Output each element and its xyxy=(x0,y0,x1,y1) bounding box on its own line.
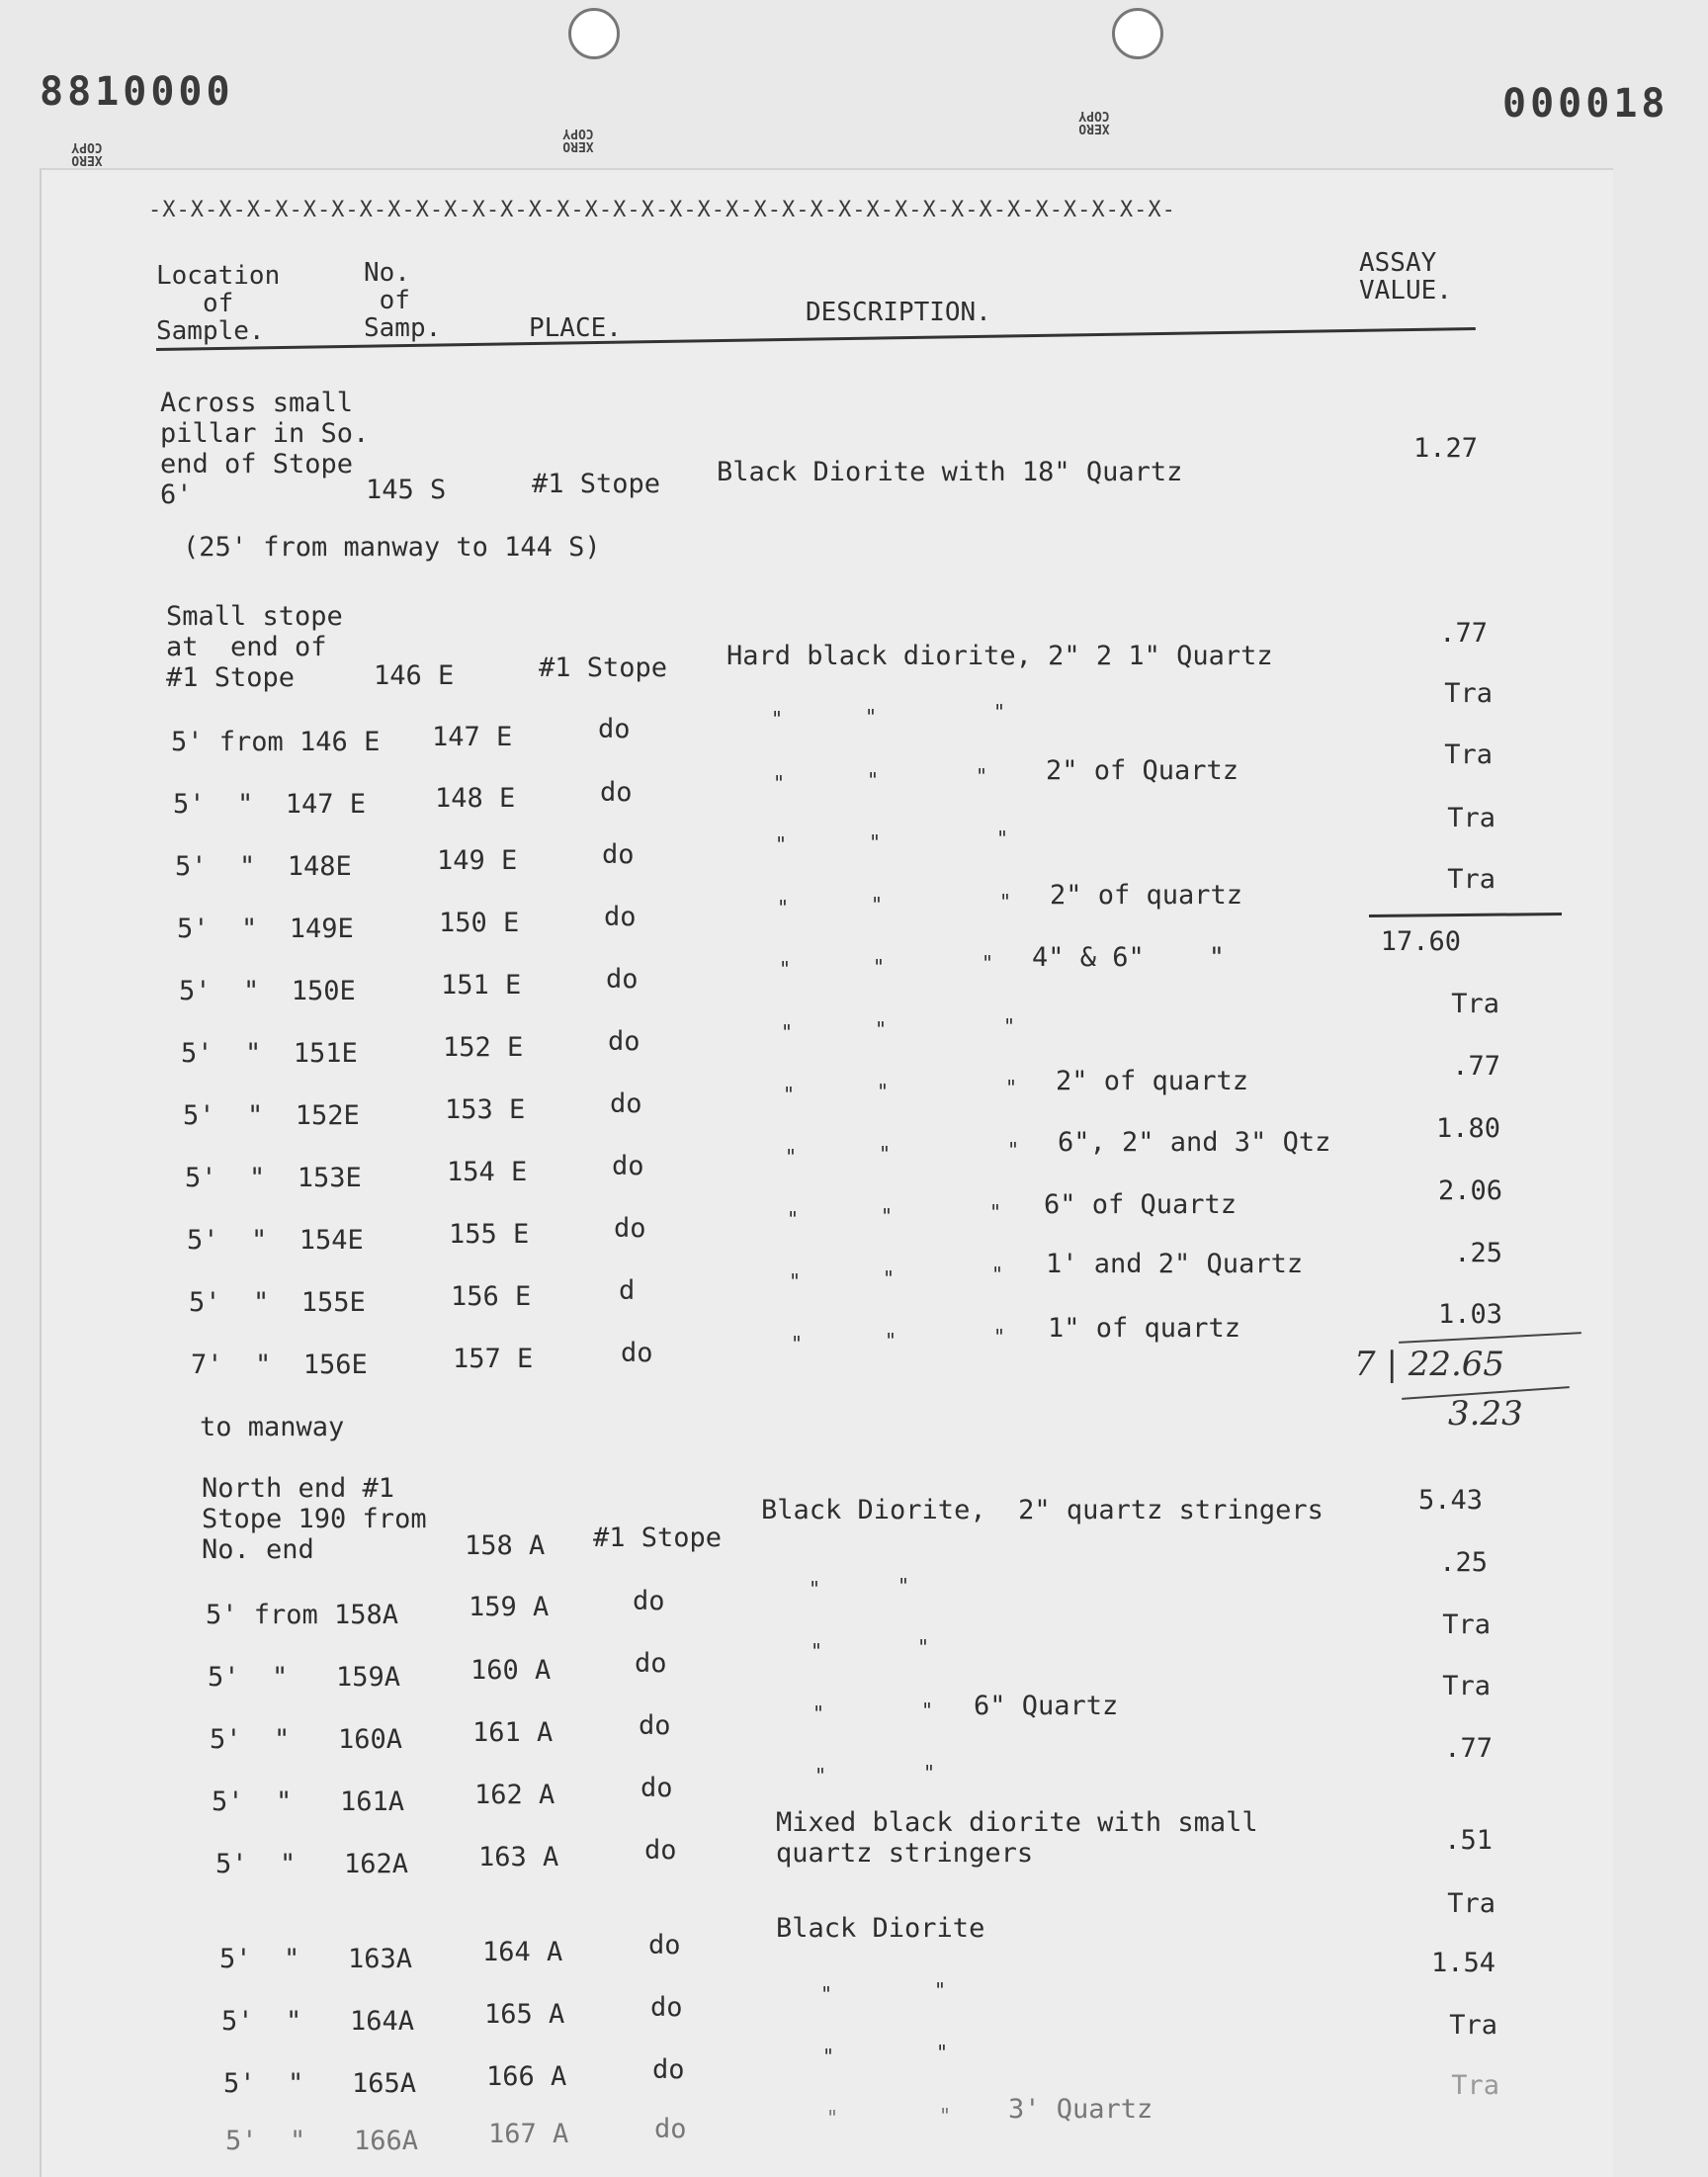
ditto-mark: " xyxy=(917,1635,930,1659)
sample-number: 151 E xyxy=(441,970,522,1001)
ditto-mark: " xyxy=(791,1332,804,1355)
sample-place: do xyxy=(598,714,631,744)
sample-description: 6" Quartz xyxy=(974,1691,1119,1721)
ditto-mark: " xyxy=(781,1020,794,1044)
sample-description: 6", 2" and 3" Qtz xyxy=(1058,1127,1331,1158)
sample-number: 163 A xyxy=(478,1842,559,1872)
sample-location: North end #1 Stope 190 from No. end xyxy=(202,1473,427,1565)
sample-location: 5' " 164A xyxy=(221,2006,415,2037)
sample-number: 155 E xyxy=(449,1219,530,1250)
ditto-mark: " xyxy=(881,1204,894,1228)
sample-place: do xyxy=(614,1213,646,1244)
sample-location: 5' " 153E xyxy=(185,1163,362,1193)
sample-number: 149 E xyxy=(437,845,518,876)
sample-number: 152 E xyxy=(443,1032,524,1063)
assay-value: Tra xyxy=(1447,1888,1495,1919)
ditto-mark: " xyxy=(982,951,994,975)
ditto-mark: " xyxy=(779,957,792,981)
ditto-mark: " xyxy=(885,1329,897,1352)
sample-description: 2" of quartz xyxy=(1056,1066,1249,1096)
sample-location: 5' " 150E xyxy=(179,976,356,1006)
handwritten-result: 3.23 xyxy=(1448,1394,1523,1434)
sample-place: do xyxy=(610,1088,642,1119)
sample-number: 145 S xyxy=(366,475,447,505)
sample-number: 165 A xyxy=(484,1999,565,2030)
ditto-mark: " xyxy=(822,2045,835,2068)
ditto-mark: " xyxy=(993,700,1006,724)
assay-value: .25 xyxy=(1439,1547,1488,1578)
column-header-number: No. of Samp. xyxy=(364,258,442,343)
assay-value: .25 xyxy=(1454,1238,1502,1268)
sample-location: 5' " 165A xyxy=(223,2068,417,2099)
ditto-mark: " xyxy=(1003,1014,1016,1038)
sample-description: 1" of quartz xyxy=(1048,1313,1241,1344)
ditto-mark: " xyxy=(873,955,886,979)
ditto-mark: " xyxy=(923,1761,936,1785)
sample-number: 162 A xyxy=(474,1780,555,1810)
ditto-mark: " xyxy=(869,830,882,854)
sample-location: 7' " 156E xyxy=(191,1350,368,1380)
ditto-mark: " xyxy=(783,1083,796,1106)
sample-number: 159 A xyxy=(469,1592,550,1622)
sample-place: d xyxy=(619,1275,636,1306)
assay-value: Tra xyxy=(1442,1671,1491,1701)
sample-number: 164 A xyxy=(482,1937,563,1967)
ditto-mark: " xyxy=(865,705,878,729)
ditto-mark: " xyxy=(773,771,786,795)
assay-value: .77 xyxy=(1439,618,1488,649)
sample-place: do xyxy=(608,1026,640,1057)
sample-description: 3' Quartz xyxy=(1008,2094,1153,2125)
sample-location: 5' " 148E xyxy=(175,851,352,882)
sample-description: 1' and 2" Quartz xyxy=(1046,1249,1304,1279)
ditto-mark: " xyxy=(934,1978,947,2002)
assay-value: 5.43 xyxy=(1417,1485,1483,1516)
column-header-place: PLACE. xyxy=(529,313,622,343)
sample-place: #1 Stope xyxy=(593,1523,723,1553)
assay-value: Tra xyxy=(1442,1610,1491,1640)
ditto-mark: " xyxy=(785,1145,798,1169)
sample-number: 146 E xyxy=(374,660,455,691)
assay-value: 1.54 xyxy=(1430,1948,1495,1978)
assay-value: Tra xyxy=(1444,740,1493,770)
ditto-mark: " xyxy=(789,1269,802,1293)
ditto-mark: " xyxy=(814,1764,827,1787)
ditto-mark: " xyxy=(921,1698,934,1722)
sample-number: 166 A xyxy=(486,2061,567,2092)
xerox-mark: XERO COPY xyxy=(562,126,594,153)
assay-value: .77 xyxy=(1452,1051,1500,1082)
handwritten-calculation: 7 | 22.65 xyxy=(1354,1345,1505,1384)
assay-value: Tra xyxy=(1449,2010,1497,2041)
sample-location: 5' " 160A xyxy=(210,1724,403,1755)
sample-location: Small stope at end of #1 Stope xyxy=(166,601,343,693)
ditto-mark: " xyxy=(989,1200,1002,1224)
ditto-mark: " xyxy=(787,1207,800,1231)
stamp-right: 000018 xyxy=(1502,81,1669,127)
assay-value: Tra xyxy=(1451,2070,1499,2101)
sample-description: 6" of Quartz xyxy=(1044,1189,1238,1220)
sample-description: Black Diorite xyxy=(776,1913,985,1944)
xerox-mark: XERO COPY xyxy=(71,139,103,167)
sample-place: #1 Stope xyxy=(532,469,661,499)
sample-description: 2" of Quartz xyxy=(1046,755,1239,786)
sample-location: 5' " 162A xyxy=(215,1849,409,1879)
assay-value: 2.06 xyxy=(1437,1176,1502,1206)
sample-location: 5' " 159A xyxy=(208,1662,401,1693)
sample-description: Mixed black diorite with small quartz stringers xyxy=(776,1807,1258,1869)
sample-number: 150 E xyxy=(439,908,520,938)
sample-place: do xyxy=(652,2054,685,2085)
section-trailer: to manway xyxy=(200,1412,345,1442)
punch-hole xyxy=(1112,8,1163,59)
column-header-description: DESCRIPTION. xyxy=(806,298,991,327)
ditto-mark: " xyxy=(771,707,784,731)
sample-place: do xyxy=(635,1648,667,1679)
sample-number: 157 E xyxy=(453,1344,534,1374)
sample-location: Across small pillar in So. end of Stope 6' xyxy=(160,388,370,510)
ditto-mark: " xyxy=(820,1982,833,2006)
ditto-mark: " xyxy=(877,1080,890,1103)
assay-value: Tra xyxy=(1444,678,1493,709)
assay-value: 1.27 xyxy=(1412,433,1478,464)
sample-location: 5' " 152E xyxy=(183,1100,360,1131)
column-header-location: Location of Sample. xyxy=(156,261,281,346)
sample-number: 148 E xyxy=(435,783,516,814)
assay-value: Tra xyxy=(1451,989,1499,1019)
ditto-mark: " xyxy=(811,1639,823,1663)
stamp-left: 8810000 xyxy=(40,69,234,115)
ditto-mark: " xyxy=(867,768,880,792)
sample-place: do xyxy=(621,1338,653,1368)
ditto-mark: " xyxy=(999,890,1012,914)
sample-number: 158 A xyxy=(465,1530,546,1561)
ditto-mark: " xyxy=(826,2106,839,2130)
sample-number: 167 A xyxy=(488,2119,569,2149)
sample-description: 4" & 6" " xyxy=(1032,942,1226,973)
ditto-mark: " xyxy=(875,1017,888,1041)
ditto-mark: " xyxy=(879,1142,892,1166)
sample-place: do xyxy=(648,1930,681,1960)
sample-description: Black Diorite, 2" quartz stringers xyxy=(761,1495,1324,1525)
sample-place: do xyxy=(602,839,635,870)
assay-value: 1.80 xyxy=(1435,1113,1500,1144)
sample-location: 5' " 166A xyxy=(225,2126,419,2156)
ditto-mark: " xyxy=(993,1325,1006,1349)
sample-location: 5' " 163A xyxy=(219,1944,413,1974)
sample-number: 147 E xyxy=(432,722,513,752)
sample-location: 5' " 161A xyxy=(212,1786,405,1817)
sample-place: do xyxy=(650,1992,683,2023)
assay-value: 17.60 xyxy=(1380,926,1461,957)
sample-location: 5' " 149E xyxy=(177,914,354,944)
ditto-mark: " xyxy=(897,1574,910,1598)
sample-location: 5' " 147 E xyxy=(173,789,367,820)
sample-number: 154 E xyxy=(447,1157,528,1187)
sample-description: Hard black diorite, 2" 2 1" Quartz xyxy=(726,641,1273,671)
ditto-mark: " xyxy=(883,1266,896,1290)
ditto-mark: " xyxy=(936,2041,949,2064)
sample-place: do xyxy=(600,777,633,808)
sample-description: Black Diorite with 18" Quartz xyxy=(717,457,1183,487)
ditto-mark: " xyxy=(812,1701,825,1725)
ditto-mark: " xyxy=(809,1577,821,1601)
sample-number: 156 E xyxy=(451,1281,532,1312)
ditto-mark: " xyxy=(775,832,788,856)
sample-location: 5' from 146 E xyxy=(171,727,381,757)
assay-value: .77 xyxy=(1444,1733,1493,1764)
ditto-mark: " xyxy=(939,2104,952,2128)
assay-value: 1.03 xyxy=(1437,1299,1502,1330)
xerox-mark: XERO COPY xyxy=(1078,108,1110,135)
sample-location: 5' " 154E xyxy=(187,1225,364,1256)
ditto-mark: " xyxy=(996,827,1009,850)
sample-location: 5' from 158A xyxy=(206,1600,399,1630)
sample-place: do xyxy=(654,2114,687,2144)
ditto-mark: " xyxy=(1007,1138,1020,1162)
ditto-mark: " xyxy=(1005,1076,1018,1099)
sample-place: do xyxy=(633,1586,665,1616)
sample-place: do xyxy=(606,964,639,995)
x-border-line: -X-X-X-X-X-X-X-X-X-X-X-X-X-X-X-X-X-X-X-X-X-X-X-X-X-X-X-X-X-X-X-X-X-X-X-X- xyxy=(148,198,1176,222)
sample-place: do xyxy=(644,1835,677,1866)
sample-number: 161 A xyxy=(472,1717,554,1748)
ditto-mark: " xyxy=(991,1263,1004,1286)
ditto-mark: " xyxy=(777,896,790,919)
sample-note: (25' from manway to 144 S) xyxy=(183,532,601,563)
sample-location: 5' " 155E xyxy=(189,1287,366,1318)
sample-place: do xyxy=(604,902,637,932)
assay-value: Tra xyxy=(1447,803,1495,833)
sample-place: do xyxy=(639,1710,671,1741)
sample-number: 160 A xyxy=(470,1655,552,1686)
punch-hole xyxy=(568,8,620,59)
assay-value: .51 xyxy=(1444,1825,1493,1856)
ditto-mark: " xyxy=(871,893,884,916)
sample-description: 2" of quartz xyxy=(1050,880,1243,911)
sample-location: 5' " 151E xyxy=(181,1038,358,1069)
sample-place: #1 Stope xyxy=(539,653,668,683)
sample-place: do xyxy=(640,1773,673,1803)
sample-place: do xyxy=(612,1151,644,1181)
column-header-assay: ASSAY VALUE. xyxy=(1359,248,1452,305)
assay-value: Tra xyxy=(1447,864,1495,895)
ditto-mark: " xyxy=(976,764,988,788)
sample-number: 153 E xyxy=(445,1094,526,1125)
